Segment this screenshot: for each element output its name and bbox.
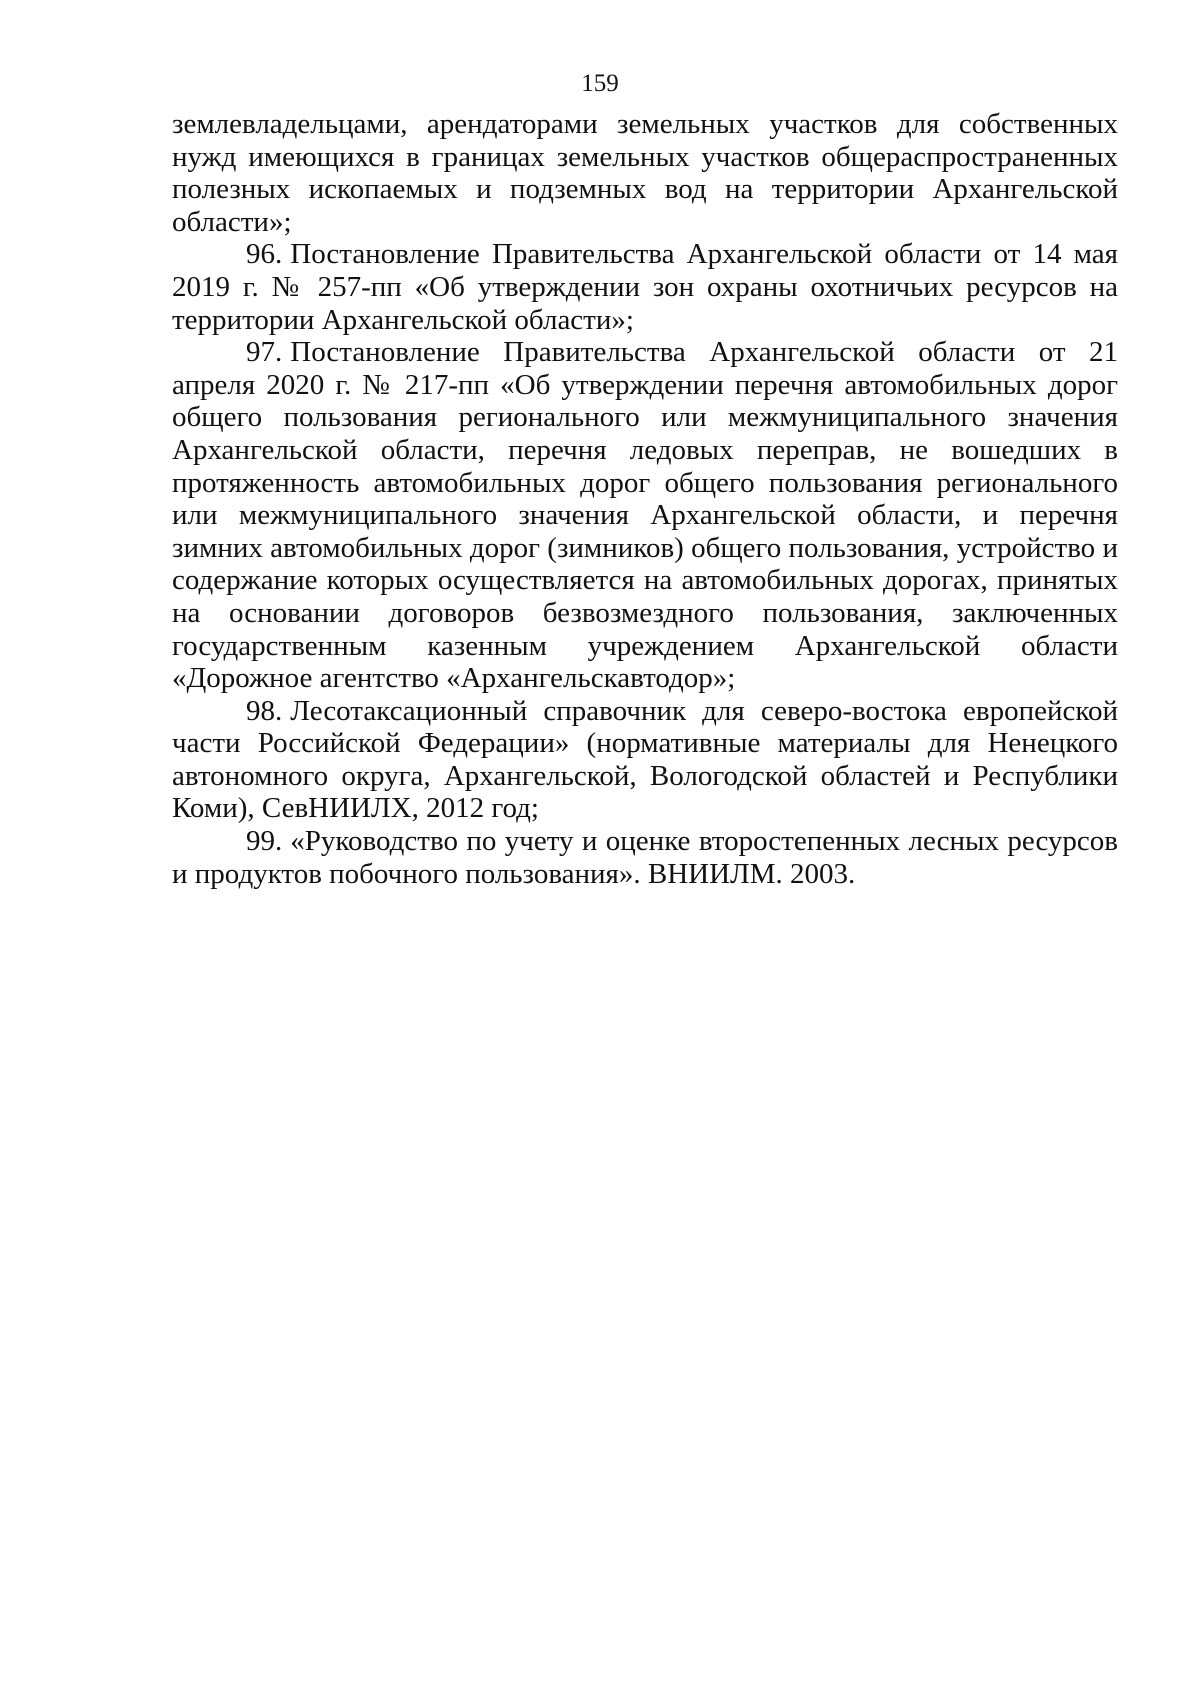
list-item-number: 97. [246,336,283,369]
paragraph-text: землевладельцами, арендаторами земельных участков для собственных нужд имеющихся в границах земельных участков общераспространенных полезных ископаемых и подземных вод на территории Архангельской области»; [172,108,1118,238]
paragraph-continuation [172,108,1118,238]
list-item-text: Постановление Правительства Архангельской области от 14 мая 2019 г. № 257-пп «Об утверждении зон охраны охотничьих ресурсов на территории Архангельской области»; [172,238,1118,336]
list-item-96 [172,238,1118,336]
list-item-97 [172,336,1118,695]
list-item-number: 98. [246,694,283,727]
list-item-text: «Руководство по учету и оценке второстепенных лесных ресурсов и продуктов побочного пользования». ВНИИЛМ. 2003. [172,825,1118,890]
list-item-number: 99. [246,825,283,858]
document-body [172,108,1118,890]
page-number: 159 [581,70,619,97]
list-item-text: Постановление Правительства Архангельской области от 21 апреля 2020 г. № 217-пп «Об утверждении перечня автомобильных дорог общего пользования регионального или межмуниципального значения Архангельской области, перечня ледовых переправ, не вошедших в протяженность автомобильных дорог общего пользования регионального или межмуниципального значения Архангельской области, и перечня зимних автомобильных дорог (зимников) общего пользования, устройство и содержание которых осуществляется на автомобильных дорогах, принятых на основании договоров безвозмездного пользования, заключенных государственным казенным учреждением Архангельской области «Дорожное агентство «Архангельскавтодор»; [172,336,1118,695]
list-item-99 [172,825,1118,890]
list-item-text: Лесотаксационный справочник для северо-востока европейской части Российской Федерации» (нормативные материалы для Ненецкого автономного округа, Архангельской, Вологодской областей и Республики Коми), СевНИИЛХ, 2012 год; [172,694,1118,825]
list-item-98 [172,695,1118,825]
list-item-number: 96. [246,238,283,271]
